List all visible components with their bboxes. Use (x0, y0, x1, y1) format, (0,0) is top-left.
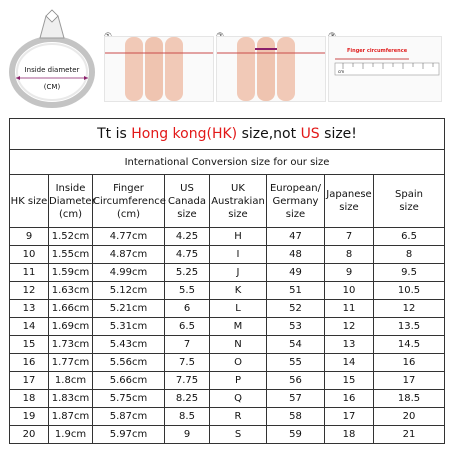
table-cell: 16 (10, 354, 49, 372)
column-header-line: UK (231, 182, 245, 194)
column-header-line: (cm) (116, 208, 141, 220)
step-1-panel (104, 36, 214, 102)
table-cell: 57 (267, 390, 325, 408)
table-cell: 12 (325, 318, 374, 336)
table-cell: 6.5 (374, 228, 445, 246)
table-cell: 8.5 (165, 408, 210, 426)
table-cell: 56 (267, 372, 325, 390)
table-cell: 7 (165, 336, 210, 354)
table-cell: 48 (267, 246, 325, 264)
ruler-label: Finger circumference (347, 48, 408, 54)
title-highlight-us: US (300, 126, 320, 142)
table-cell: N (210, 336, 267, 354)
table-cell: 52 (267, 300, 325, 318)
table-cell: 53 (267, 318, 325, 336)
column-header-line: Germany (272, 195, 319, 207)
table-cell: 7.5 (165, 354, 210, 372)
table-cell: 18.5 (374, 390, 445, 408)
table-cell: 14 (325, 354, 374, 372)
column-header-line: Circumference (93, 195, 166, 207)
table-row (10, 300, 445, 318)
table-cell: 20 (374, 408, 445, 426)
header-row (10, 175, 445, 228)
table-cell: 9 (10, 228, 49, 246)
size-conversion-table (9, 118, 445, 444)
table-cell: 55 (267, 354, 325, 372)
table-cell: 5.21cm (93, 300, 165, 318)
column-header-line: Finger (113, 182, 144, 194)
table-cell: 1.69cm (49, 318, 93, 336)
table-cell: 1.83cm (49, 390, 93, 408)
table-cell: 1.8cm (49, 372, 93, 390)
column-header (374, 175, 445, 228)
table-cell: 20 (10, 426, 49, 444)
table-cell: 17 (374, 372, 445, 390)
table-cell: 1.9cm (49, 426, 93, 444)
column-header (49, 175, 96, 228)
table-row (10, 336, 445, 354)
table-subtitle: International Conversion size for our size (10, 150, 445, 175)
column-header-line: size (228, 208, 248, 220)
table-row (10, 372, 445, 390)
column-header-line: size (399, 202, 419, 213)
table-cell: 16 (374, 354, 445, 372)
table-cell: 14 (10, 318, 49, 336)
column-header (210, 175, 267, 228)
table-cell: 58 (267, 408, 325, 426)
table-cell: 7 (325, 228, 374, 246)
table-body (10, 228, 445, 444)
table-cell: 9 (325, 264, 374, 282)
table-cell: 4.77cm (93, 228, 165, 246)
table-cell: 13.5 (374, 318, 445, 336)
table-cell: 10.5 (374, 282, 445, 300)
title-part1: Tt is (97, 126, 132, 142)
title-part2: size,not (237, 126, 301, 142)
table-cell: 8.25 (165, 390, 210, 408)
table-cell: 13 (10, 300, 49, 318)
column-header (325, 175, 374, 228)
column-header-line: Canada (167, 195, 207, 207)
table-cell: 51 (267, 282, 325, 300)
column-header-line: European/ (269, 182, 321, 194)
column-header (267, 175, 325, 228)
table-cell: 1.77cm (49, 354, 93, 372)
table-cell: L (210, 300, 267, 318)
ring-label-line2: (CM) (43, 83, 61, 91)
column-header-line: size (177, 208, 197, 220)
column-header-line: Japanese (326, 189, 372, 200)
column-header-line: size (285, 208, 306, 220)
table-cell: 1.52cm (49, 228, 93, 246)
table-cell: 5.12cm (93, 282, 165, 300)
table-cell: 13 (325, 336, 374, 354)
table-row (10, 408, 445, 426)
table-cell: 7.75 (165, 372, 210, 390)
table-cell: 5.31cm (93, 318, 165, 336)
table-cell: 1.55cm (49, 246, 93, 264)
table-cell: 49 (267, 264, 325, 282)
table-cell: 9 (165, 426, 210, 444)
table-cell: 6.5 (165, 318, 210, 336)
table-cell: P (210, 372, 267, 390)
table-row (10, 246, 445, 264)
finger-string-icon (105, 37, 213, 101)
column-header-line: (cm) (58, 208, 83, 220)
table-row (10, 426, 445, 444)
table-cell: 1.73cm (49, 336, 93, 354)
table-cell: 8 (374, 246, 445, 264)
table-cell: 5.66cm (93, 372, 165, 390)
table-cell: 11 (10, 264, 49, 282)
table-cell: H (210, 228, 267, 246)
column-header-line: HK size (10, 195, 48, 207)
ring-label-line1: Inside diameter (24, 66, 80, 74)
table-cell: 5.5 (165, 282, 210, 300)
table-row (10, 390, 445, 408)
table-cell: I (210, 246, 267, 264)
title-row (10, 119, 445, 150)
table-cell: 18 (10, 390, 49, 408)
table-cell: 5.43cm (93, 336, 165, 354)
table-row (10, 228, 445, 246)
table-cell: 15 (10, 336, 49, 354)
ring-icon (6, 8, 98, 108)
table-cell: 8 (325, 246, 374, 264)
table-cell: 5.75cm (93, 390, 165, 408)
table-cell: 4.75 (165, 246, 210, 264)
table-cell: 5.97cm (93, 426, 165, 444)
table-cell: R (210, 408, 267, 426)
table-row (10, 264, 445, 282)
column-header (93, 175, 165, 228)
column-header (10, 175, 49, 228)
table-cell: 54 (267, 336, 325, 354)
table-cell: 4.25 (165, 228, 210, 246)
table-cell: M (210, 318, 267, 336)
table-cell: 12 (374, 300, 445, 318)
table-cell: 14.5 (374, 336, 445, 354)
title-highlight-hk: Hong kong(HK) (131, 126, 238, 142)
table-cell: J (210, 264, 267, 282)
table-cell: 18 (325, 426, 374, 444)
title-part3: size! (319, 126, 357, 142)
table-cell: 10 (325, 282, 374, 300)
table-cell: 47 (267, 228, 325, 246)
table-cell: 1.59cm (49, 264, 93, 282)
table-cell: 12 (10, 282, 49, 300)
ruler-unit: cm (338, 69, 345, 74)
subtitle-row (10, 150, 445, 175)
ruler-icon (329, 37, 441, 101)
table-row (10, 354, 445, 372)
table-cell: 4.99cm (93, 264, 165, 282)
table-title (10, 119, 445, 150)
table-cell: 17 (325, 408, 374, 426)
table-cell: 1.87cm (49, 408, 93, 426)
table-row (10, 318, 445, 336)
column-header-line: Diameter (49, 195, 96, 207)
column-header-line: Spain (395, 189, 423, 200)
step-2-panel (216, 36, 326, 102)
table-cell: Q (210, 390, 267, 408)
instruction-banner (0, 0, 452, 116)
table-row (10, 282, 445, 300)
table-cell: O (210, 354, 267, 372)
table-cell: 15 (325, 372, 374, 390)
table-cell: S (210, 426, 267, 444)
table-cell: 9.5 (374, 264, 445, 282)
table-cell: 19 (10, 408, 49, 426)
ring-illustration (6, 8, 98, 108)
table-cell: 6 (165, 300, 210, 318)
table-cell: 5.87cm (93, 408, 165, 426)
table-cell: 1.63cm (49, 282, 93, 300)
table-cell: 10 (10, 246, 49, 264)
table-cell: 5.25 (165, 264, 210, 282)
column-header-line: US (180, 182, 194, 194)
table-cell: 21 (374, 426, 445, 444)
step-3-panel (328, 36, 442, 102)
table-cell: 17 (10, 372, 49, 390)
table-cell: 11 (325, 300, 374, 318)
column-header (165, 175, 210, 228)
column-header-line: Austrakian (211, 195, 265, 207)
table-cell: 5.56cm (93, 354, 165, 372)
column-header-line: Inside (55, 182, 86, 194)
table-cell: 1.66cm (49, 300, 93, 318)
table-cell: 4.87cm (93, 246, 165, 264)
table-cell: 16 (325, 390, 374, 408)
finger-mark-icon (217, 37, 325, 101)
table-cell: K (210, 282, 267, 300)
column-header-line: size (339, 202, 359, 213)
table-cell: 59 (267, 426, 325, 444)
